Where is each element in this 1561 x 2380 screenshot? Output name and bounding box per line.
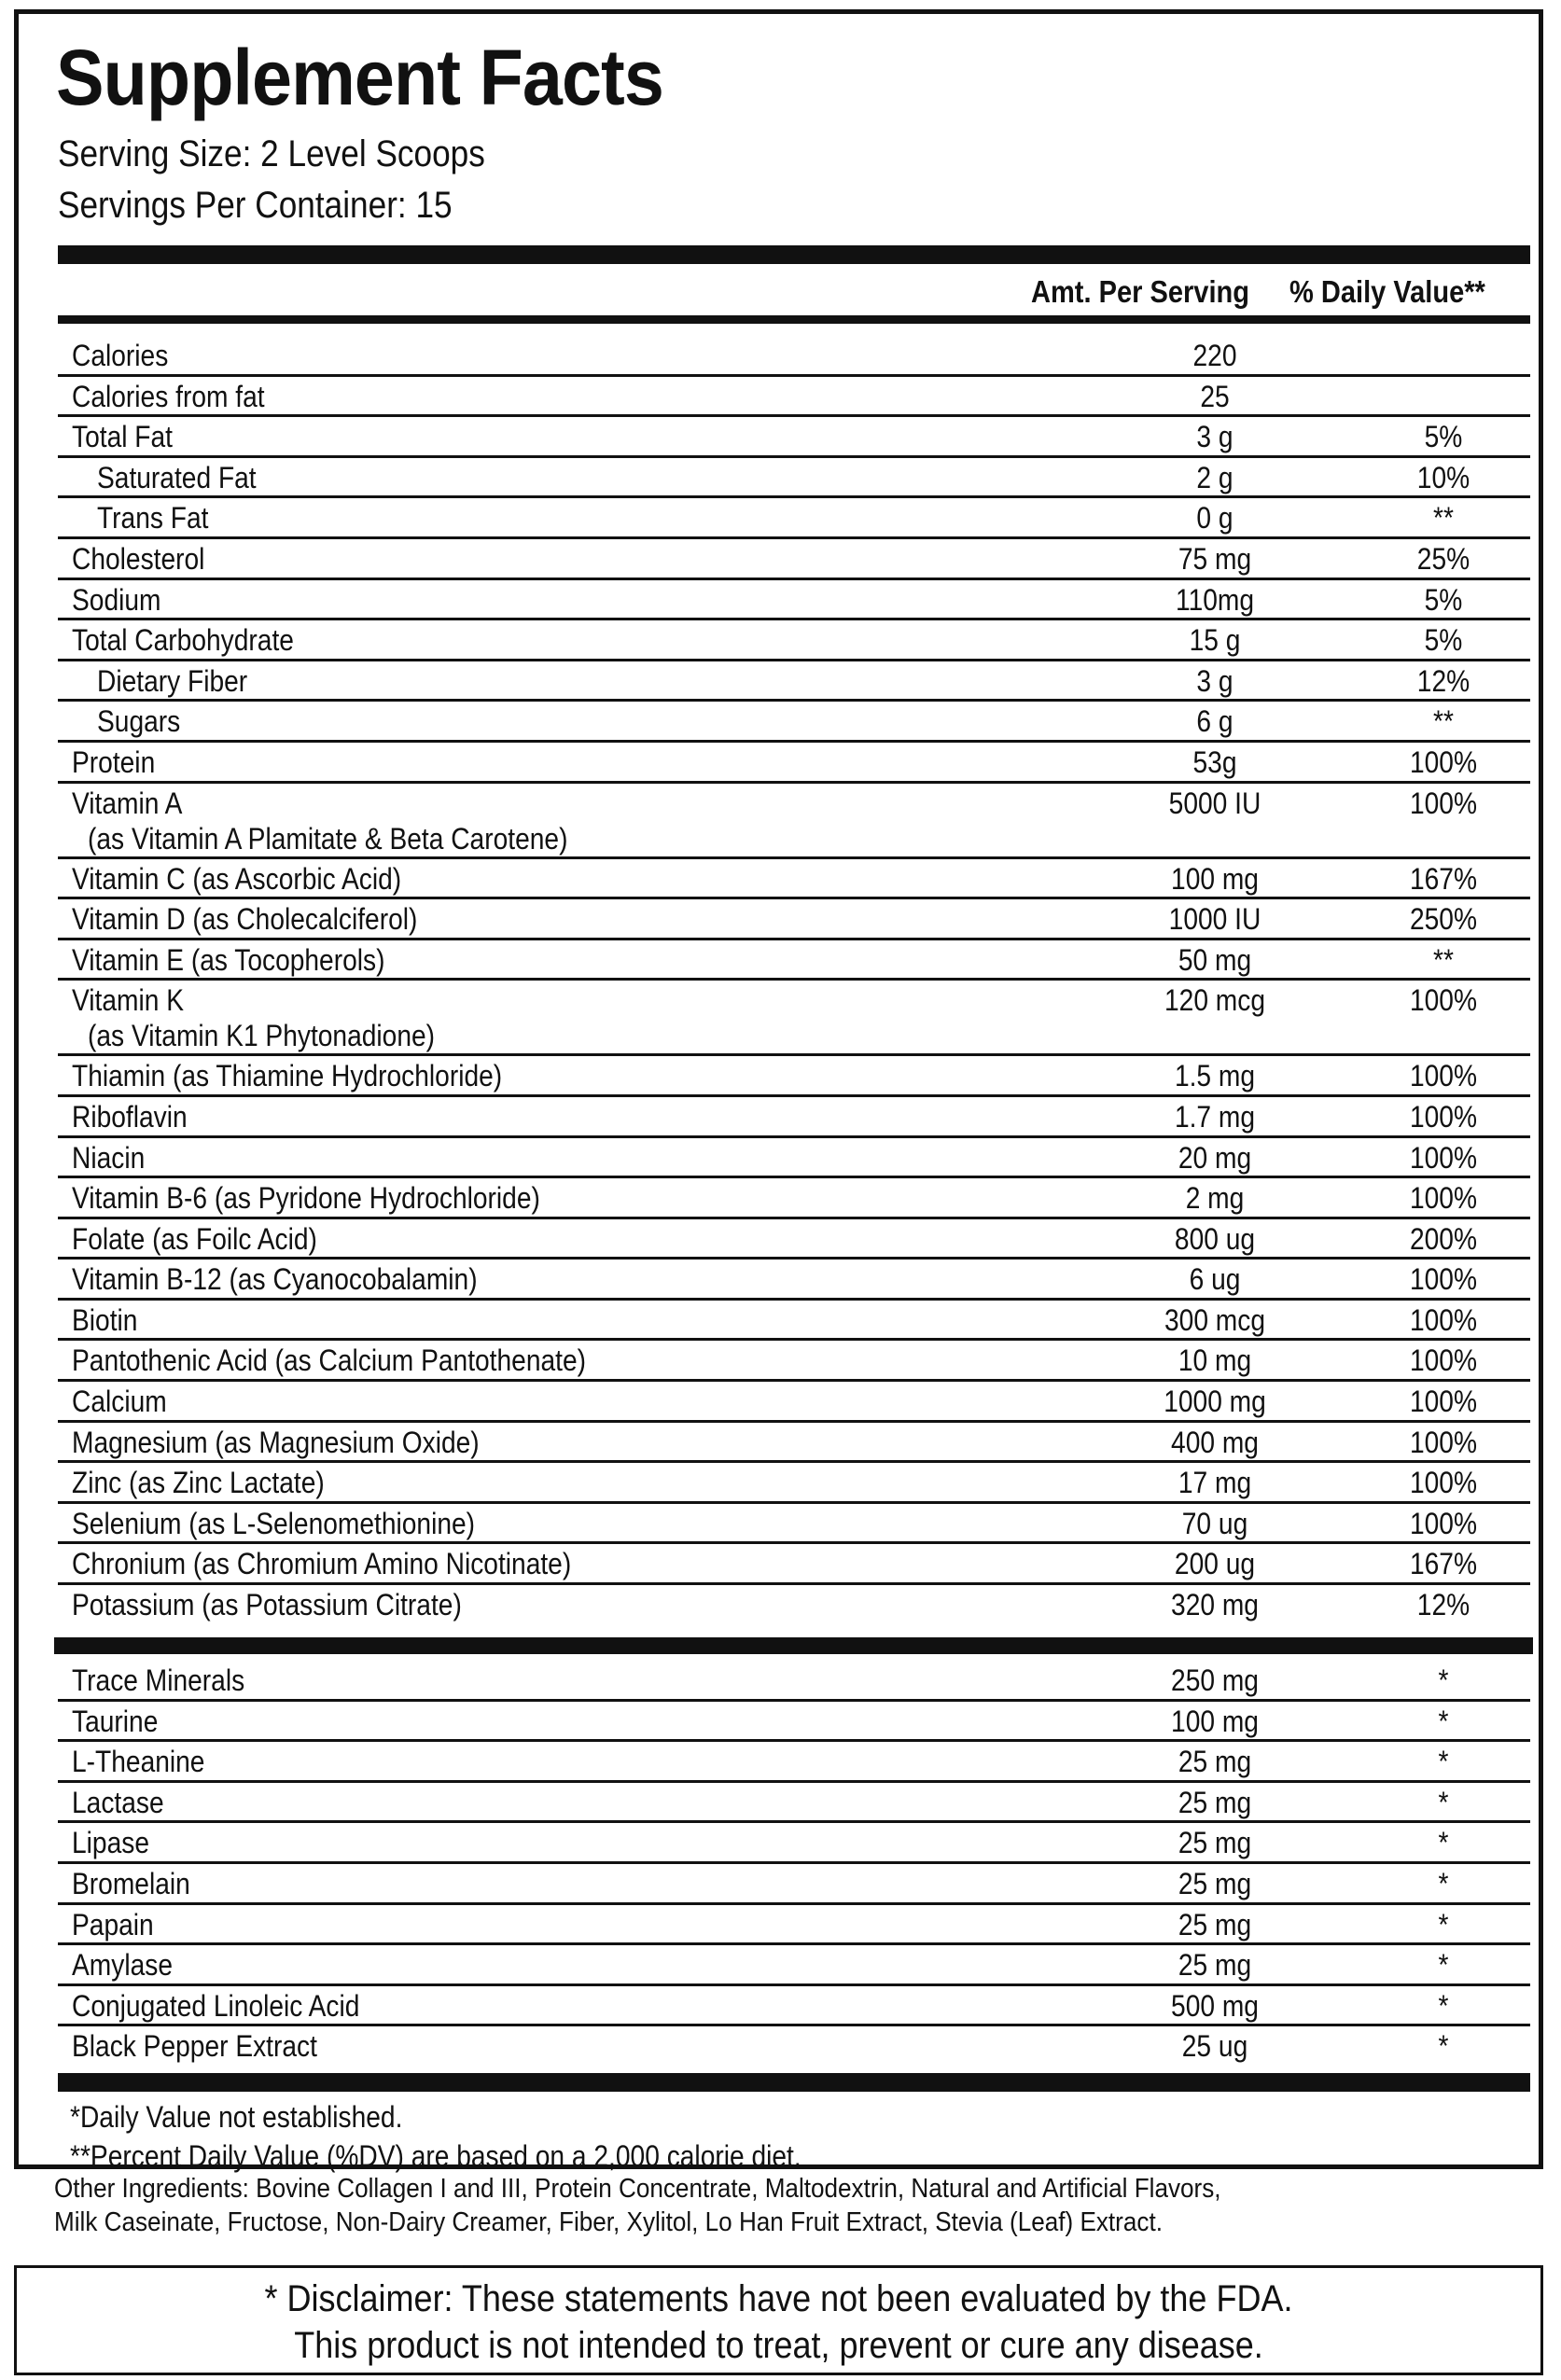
compound-row bbox=[58, 1661, 1530, 1702]
row-amount: 25 mg bbox=[1178, 1745, 1252, 1779]
row-name: Vitamin A bbox=[72, 786, 183, 820]
row-amount: 3 g bbox=[1196, 663, 1233, 698]
nutrient-row bbox=[58, 1219, 1530, 1260]
row-name: Sugars bbox=[97, 704, 181, 739]
footnote-percent-dv: **Percent Daily Value (%DV) are based on a 2,000 calorie diet. bbox=[70, 2139, 801, 2173]
row-name: Trans Fat bbox=[97, 501, 209, 536]
row-amount: 1000 mg bbox=[1164, 1385, 1266, 1419]
row-amount: 15 g bbox=[1189, 623, 1241, 658]
row-name: Folate (as Foilc Acid) bbox=[72, 1221, 317, 1256]
nutrient-row bbox=[58, 1382, 1530, 1423]
row-daily-value: * bbox=[1438, 1704, 1449, 1738]
row-amount: 5000 IU bbox=[1168, 786, 1261, 820]
row-daily-value: 167% bbox=[1409, 861, 1478, 896]
row-name: Vitamin E (as Tocopherols) bbox=[72, 942, 385, 977]
nutrient-row bbox=[58, 580, 1530, 621]
row-amount: 110mg bbox=[1175, 582, 1255, 617]
row-daily-value: * bbox=[1438, 1745, 1449, 1779]
row-daily-value: 100% bbox=[1409, 1181, 1478, 1216]
compound-row bbox=[58, 1905, 1530, 1946]
row-daily-value: 12% bbox=[1416, 663, 1470, 698]
nutrient-row bbox=[58, 1463, 1530, 1504]
nutrient-row bbox=[58, 1341, 1530, 1382]
compound-row bbox=[58, 1742, 1530, 1783]
row-amount: 50 mg bbox=[1178, 942, 1252, 977]
row-daily-value: 100% bbox=[1409, 1140, 1478, 1175]
row-name: Calories bbox=[72, 339, 169, 372]
row-amount: 500 mg bbox=[1171, 1988, 1259, 2023]
row-amount: 2 mg bbox=[1185, 1181, 1245, 1216]
row-daily-value: 100% bbox=[1409, 1059, 1478, 1093]
row-source: (as Vitamin K1 Phytonadione) bbox=[88, 1019, 436, 1053]
compound-row bbox=[58, 1702, 1530, 1743]
row-name: Thiamin (as Thiamine Hydrochloride) bbox=[72, 1059, 503, 1093]
nutrient-row bbox=[58, 1138, 1530, 1179]
nutrient-row bbox=[58, 784, 1530, 859]
row-name: Lactase bbox=[72, 1785, 164, 1819]
row-daily-value: 100% bbox=[1409, 1466, 1478, 1500]
row-amount: 25 mg bbox=[1178, 1826, 1252, 1860]
row-daily-value: 100% bbox=[1409, 1506, 1478, 1540]
row-daily-value: 100% bbox=[1409, 983, 1478, 1018]
nutrient-row bbox=[58, 1056, 1530, 1097]
nutrient-table bbox=[58, 336, 1530, 1626]
row-daily-value: 10% bbox=[1416, 460, 1470, 494]
nutrient-row bbox=[58, 336, 1530, 377]
nutrient-row bbox=[58, 859, 1530, 900]
row-amount: 1.5 mg bbox=[1174, 1059, 1256, 1093]
nutrient-row bbox=[58, 539, 1530, 580]
row-daily-value: 100% bbox=[1409, 1099, 1478, 1134]
column-header-amount: Amt. Per Serving bbox=[1031, 274, 1250, 309]
row-name: Selenium (as L-Selenomethionine) bbox=[72, 1506, 476, 1540]
row-name: Total Fat bbox=[72, 420, 173, 454]
row-name: Magnesium (as Magnesium Oxide) bbox=[72, 1425, 480, 1459]
row-amount: 250 mg bbox=[1171, 1663, 1259, 1697]
thick-divider-middle bbox=[54, 1637, 1533, 1654]
row-name: Dietary Fiber bbox=[97, 663, 248, 698]
nutrient-row bbox=[58, 620, 1530, 661]
row-amount: 20 mg bbox=[1178, 1140, 1252, 1175]
nutrient-row bbox=[58, 1178, 1530, 1219]
row-daily-value: * bbox=[1438, 1907, 1449, 1942]
nutrient-row bbox=[58, 1585, 1530, 1626]
row-name: Trace Minerals bbox=[72, 1663, 245, 1697]
row-amount: 6 g bbox=[1196, 704, 1233, 739]
nutrient-row bbox=[58, 417, 1530, 458]
row-amount: 320 mg bbox=[1171, 1588, 1259, 1622]
row-daily-value: 167% bbox=[1409, 1547, 1478, 1581]
row-amount: 400 mg bbox=[1171, 1425, 1259, 1459]
other-compounds-table bbox=[58, 1661, 1530, 2067]
row-daily-value: 100% bbox=[1409, 745, 1478, 779]
row-name: Protein bbox=[72, 745, 156, 779]
row-amount: 1000 IU bbox=[1168, 902, 1261, 937]
row-amount: 25 bbox=[1200, 379, 1230, 413]
row-amount: 17 mg bbox=[1178, 1466, 1252, 1500]
row-daily-value: 12% bbox=[1416, 1588, 1470, 1622]
row-amount: 10 mg bbox=[1178, 1343, 1252, 1378]
compound-row bbox=[58, 1945, 1530, 1986]
nutrient-row bbox=[58, 1423, 1530, 1464]
row-amount: 220 bbox=[1192, 339, 1237, 372]
row-name: Calcium bbox=[72, 1385, 167, 1419]
other-ingredients-line-2: Milk Caseinate, Fructose, Non-Dairy Creamer, Fiber, Xylitol, Lo Han Fruit Extract, Stevia (Leaf) Extract. bbox=[54, 2207, 1163, 2237]
thick-divider-bottom bbox=[58, 2073, 1530, 2092]
serving-size: Serving Size: 2 Level Scoops bbox=[58, 133, 485, 174]
row-daily-value: 250% bbox=[1409, 902, 1478, 937]
nutrient-row bbox=[58, 1504, 1530, 1545]
supplement-facts-panel bbox=[14, 9, 1543, 2173]
nutrient-row bbox=[58, 1301, 1530, 1342]
row-amount: 1.7 mg bbox=[1174, 1099, 1256, 1134]
row-daily-value: 100% bbox=[1409, 1425, 1478, 1459]
nutrient-row bbox=[58, 702, 1530, 743]
row-daily-value: ** bbox=[1433, 704, 1454, 739]
row-name: Vitamin B-12 (as Cyanocobalamin) bbox=[72, 1262, 478, 1297]
row-amount: 25 mg bbox=[1178, 1907, 1252, 1942]
row-name: Riboflavin bbox=[72, 1099, 188, 1134]
row-name: Lipase bbox=[72, 1826, 149, 1860]
row-daily-value: ** bbox=[1433, 942, 1454, 977]
row-daily-value: 5% bbox=[1424, 623, 1463, 658]
row-amount: 0 g bbox=[1196, 501, 1233, 536]
row-name: Bromelain bbox=[72, 1866, 190, 1900]
nutrient-row bbox=[58, 940, 1530, 981]
row-name: Saturated Fat bbox=[97, 460, 257, 494]
row-daily-value: * bbox=[1438, 1866, 1449, 1900]
row-name: Calories from fat bbox=[72, 379, 265, 413]
nutrient-row bbox=[58, 1097, 1530, 1138]
nutrient-row bbox=[58, 981, 1530, 1056]
row-amount: 120 mcg bbox=[1164, 983, 1265, 1018]
row-daily-value: 5% bbox=[1424, 420, 1463, 454]
disclaimer-line-2: This product is not intended to treat, prevent or cure any disease. bbox=[294, 2325, 1263, 2366]
disclaimer-box bbox=[14, 2265, 1543, 2375]
servings-per-container: Servings Per Container: 15 bbox=[58, 185, 453, 226]
nutrient-row bbox=[58, 377, 1530, 418]
row-amount: 300 mcg bbox=[1164, 1302, 1265, 1337]
row-source: (as Vitamin A Plamitate & Beta Carotene) bbox=[88, 821, 568, 856]
row-name: Vitamin B-6 (as Pyridone Hydrochloride) bbox=[72, 1181, 540, 1216]
row-name: Biotin bbox=[72, 1302, 138, 1337]
row-daily-value: 100% bbox=[1409, 1302, 1478, 1337]
compound-row bbox=[58, 1986, 1530, 2027]
row-name: Niacin bbox=[72, 1140, 146, 1175]
row-daily-value: 100% bbox=[1409, 1262, 1478, 1297]
row-name: Vitamin K bbox=[72, 983, 184, 1018]
row-name: Cholesterol bbox=[72, 541, 205, 576]
disclaimer-line-1: * Disclaimer: These statements have not been evaluated by the FDA. bbox=[264, 2278, 1293, 2319]
row-daily-value: 100% bbox=[1409, 1343, 1478, 1378]
row-amount: 75 mg bbox=[1178, 541, 1252, 576]
nutrient-row bbox=[58, 661, 1530, 703]
other-ingredients-line-1: Other Ingredients: Bovine Collagen I and III, Protein Concentrate, Maltodextrin, Natural and Artificial Flavors, bbox=[54, 2174, 1221, 2204]
row-daily-value: 100% bbox=[1409, 1385, 1478, 1419]
row-name: L-Theanine bbox=[72, 1745, 205, 1779]
row-amount: 6 ug bbox=[1189, 1262, 1241, 1297]
row-name: Vitamin C (as Ascorbic Acid) bbox=[72, 861, 402, 896]
row-amount: 25 mg bbox=[1178, 1948, 1252, 1983]
row-name: Potassium (as Potassium Citrate) bbox=[72, 1588, 462, 1622]
row-name: Papain bbox=[72, 1907, 154, 1942]
nutrient-row bbox=[58, 498, 1530, 539]
row-name: Taurine bbox=[72, 1704, 159, 1738]
nutrient-row bbox=[58, 458, 1530, 499]
row-amount: 25 mg bbox=[1178, 1785, 1252, 1819]
row-name: Vitamin D (as Cholecalciferol) bbox=[72, 902, 418, 937]
row-amount: 100 mg bbox=[1171, 1704, 1259, 1738]
row-daily-value: * bbox=[1438, 1785, 1449, 1819]
row-daily-value: 25% bbox=[1416, 541, 1470, 576]
nutrient-row bbox=[58, 899, 1530, 940]
row-daily-value: ** bbox=[1433, 501, 1454, 536]
row-name: Sodium bbox=[72, 582, 161, 617]
row-amount: 2 g bbox=[1196, 460, 1233, 494]
row-name: Chronium (as Chromium Amino Nicotinate) bbox=[72, 1547, 572, 1581]
nutrient-row bbox=[58, 1544, 1530, 1585]
other-ingredients bbox=[54, 2172, 1415, 2239]
compound-row bbox=[58, 1823, 1530, 1864]
row-amount: 25 mg bbox=[1178, 1866, 1252, 1900]
row-name: Total Carbohydrate bbox=[72, 623, 294, 658]
row-amount: 53g bbox=[1192, 745, 1237, 779]
row-name: Conjugated Linoleic Acid bbox=[72, 1988, 360, 2023]
row-daily-value: 100% bbox=[1409, 786, 1478, 820]
compound-row bbox=[58, 2026, 1530, 2067]
row-amount: 800 ug bbox=[1174, 1221, 1256, 1256]
row-daily-value: 5% bbox=[1424, 582, 1463, 617]
medium-divider bbox=[58, 315, 1530, 324]
row-amount: 100 mg bbox=[1171, 861, 1259, 896]
row-name: Black Pepper Extract bbox=[72, 2029, 317, 2064]
row-daily-value: * bbox=[1438, 1988, 1449, 2023]
compound-row bbox=[58, 1864, 1530, 1905]
column-header-daily-value: % Daily Value** bbox=[1289, 274, 1485, 309]
row-name: Zinc (as Zinc Lactate) bbox=[72, 1466, 325, 1500]
row-daily-value: * bbox=[1438, 1663, 1449, 1697]
row-amount: 3 g bbox=[1196, 420, 1233, 454]
row-amount: 200 ug bbox=[1174, 1547, 1256, 1581]
nutrient-row bbox=[58, 1260, 1530, 1301]
thick-divider-top bbox=[58, 245, 1530, 264]
row-daily-value: * bbox=[1438, 2029, 1449, 2064]
footnote-not-established: *Daily Value not established. bbox=[70, 2100, 403, 2134]
row-amount: 25 ug bbox=[1181, 2029, 1248, 2064]
row-daily-value: * bbox=[1438, 1948, 1449, 1983]
row-daily-value: * bbox=[1438, 1826, 1449, 1860]
nutrient-row bbox=[58, 743, 1530, 784]
panel-title: Supplement Facts bbox=[56, 34, 663, 121]
row-name: Pantothenic Acid (as Calcium Pantothenate) bbox=[72, 1343, 587, 1378]
row-amount: 70 ug bbox=[1181, 1506, 1248, 1540]
compound-row bbox=[58, 1783, 1530, 1824]
row-name: Amylase bbox=[72, 1948, 173, 1983]
row-daily-value: 200% bbox=[1409, 1221, 1478, 1256]
